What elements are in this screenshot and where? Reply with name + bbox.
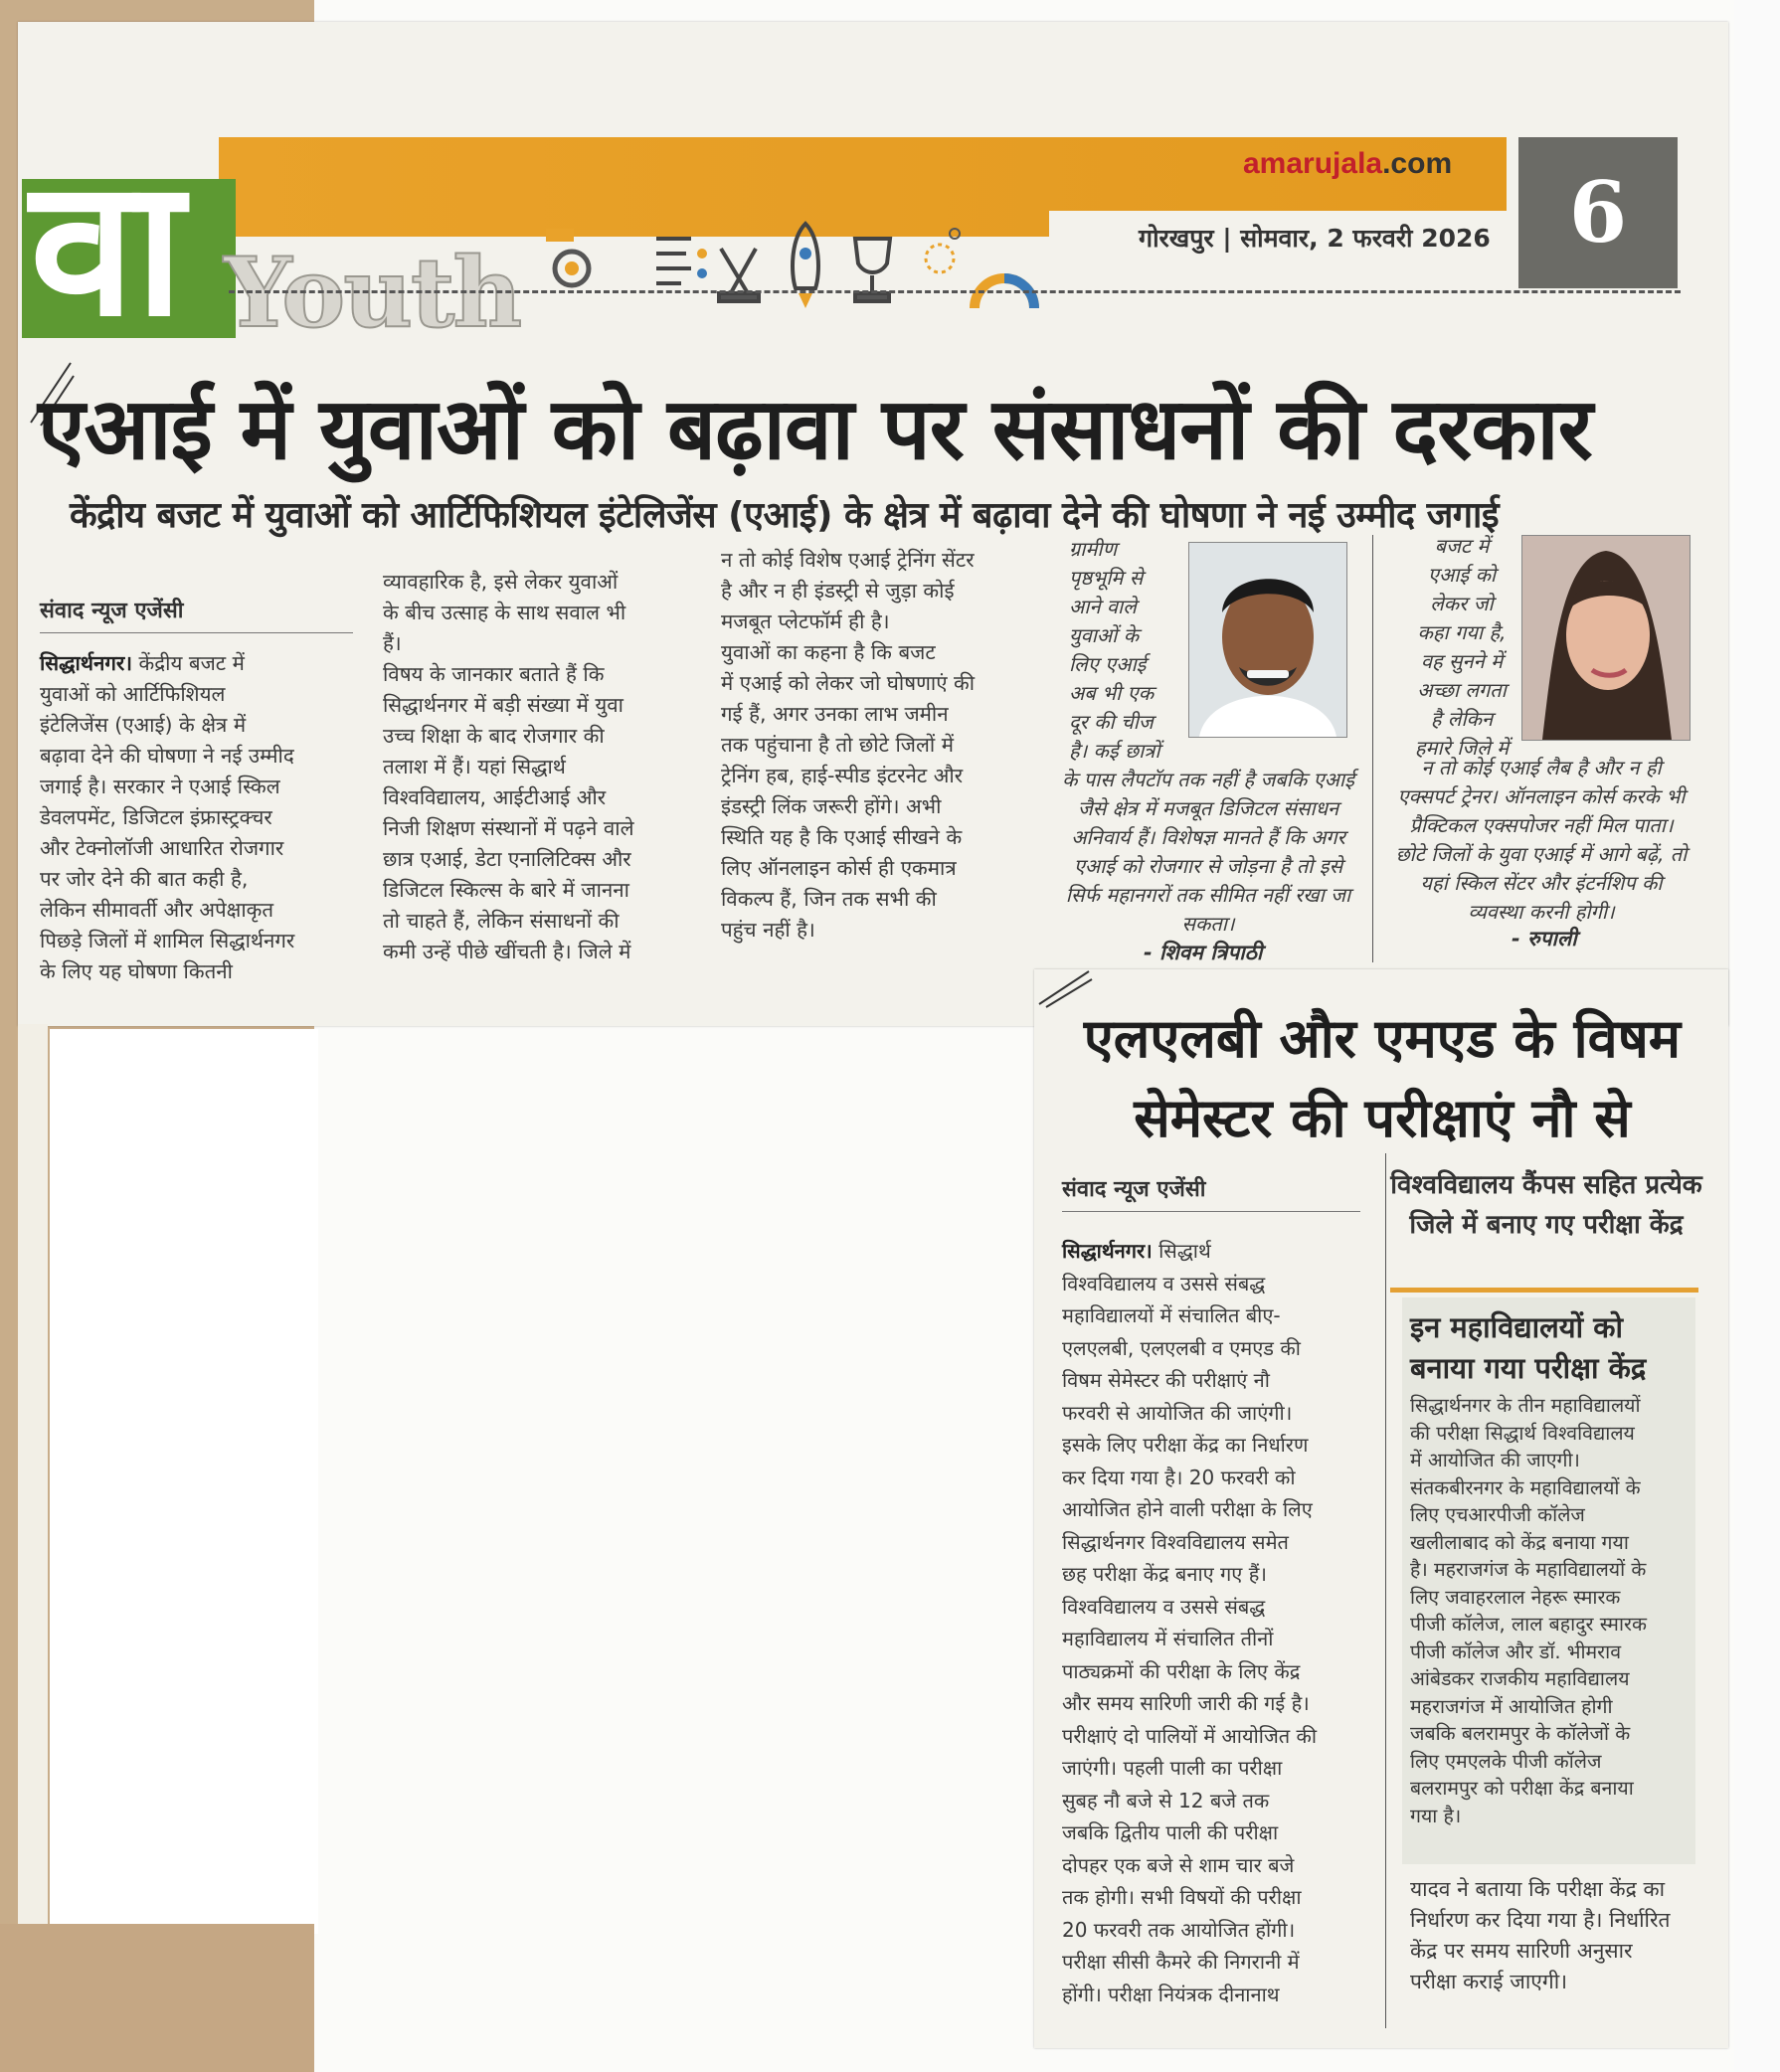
section-logo xyxy=(22,179,236,338)
clipping-left-strip xyxy=(18,1024,48,2048)
icon-strip xyxy=(517,214,1054,313)
person-avatar-icon xyxy=(1189,543,1346,737)
header-rule xyxy=(229,290,1681,293)
kraft-paper-bottom xyxy=(0,1924,314,2072)
scan-edge xyxy=(1734,0,1780,2072)
story2-divider xyxy=(1385,1153,1386,2028)
info-box-title: इन महाविद्यालयों को बनाया गया परीक्षा केंद्र xyxy=(1410,1310,1647,1385)
rocket-icon xyxy=(793,224,818,308)
gear-icon xyxy=(546,229,589,285)
story1-column-1-text: केंद्रीय बजट में युवाओं को आर्टिफिशियल इंटेलिजेंस (एआई) के क्षेत्र में बढ़ावा देने की घोषणा ने नई उम्मीद जगाई है। सरकार ने एआई स्किल डेवलपमेंट, डिजिटल इंफ्रास्ट्रक्चर और टेक्नोलॉजी आधारित रोजगार पर जोर देने की बात कही है, लेकिन सीमावर्ती और अपेक्षाकृत पिछड़े जिलों में शामिल सिद्धार्थनगर के लिए यह घोषणा कितनी xyxy=(40,651,295,983)
story2-side-head: विश्वविद्यालय कैंपस सहित प्रत्येक जिले में बनाए गए परीक्षा केंद्र xyxy=(1390,1170,1702,1240)
story2-dateline-place: सिद्धार्थनगर। xyxy=(1062,1239,1153,1263)
list-icon xyxy=(656,239,707,283)
page-number: 6 xyxy=(1518,137,1678,288)
quote2-top: बजट में एआई को लेकर जो कहा गया है, वह सुनने में अच्छा लगता है लेकिन हमारे जिले में xyxy=(1414,534,1510,760)
story1-byline: संवाद न्यूज एजेंसी xyxy=(40,595,353,633)
blank-gap xyxy=(50,1029,318,1934)
story1-column-1 xyxy=(40,648,353,987)
quote1-author: - शिवम त्रिपाठी xyxy=(1144,941,1263,964)
quote-divider xyxy=(1372,535,1373,962)
story1-headline: एआई में युवाओं को बढ़ावा पर संसाधनों की दरकार xyxy=(38,380,1592,479)
lightbulb-icon xyxy=(926,229,960,272)
story2-body xyxy=(1062,1235,1372,2010)
story2-headline: एलएलबी और एमएड के विषम सेमेस्टर की परीक्षाएं नौ से xyxy=(1083,1007,1682,1149)
story2-body-text: सिद्धार्थ विश्वविद्यालय व उससे संबद्ध महाविद्यालयों में संचालित बीए- एलएलबी, एलएलबी व एमएड की विषम सेमेस्टर की परीक्षाएं नौ फरवरी से आयोजित की जाएंगी। इसके लिए परीक्षा केंद्र का निर्धारण कर दिया गया है। 20 फरवरी को आयोजित होने वाली परीक्षा के लिए सिद्धार्थनगर विश्वविद्यालय समेत छह परीक्षा केंद्र बनाए गए हैं। विश्वविद्यालय व उससे संबद्ध महाविद्यालय में संचालित तीनों पाठ्यक्रमों की परीक्षा के लिए केंद्र और समय सारिणी जारी की गई है। परीक्षाएं दो पालियों में आयोजित की जाएंगी। पहली पाली का परीक्षा सुबह नौ बजे से 12 बजे तक जबकि द्वितीय पाली की परीक्षा दोपहर एक बजे से शाम चार बजे तक होगी। सभी विषयों की परीक्षा 20 फरवरी तक आयोजित होंगी। परीक्षा सीसी कैमरे की निगरानी में होंगी। परीक्षा नियंत्रक दीनानाथ xyxy=(1062,1239,1318,2006)
robot-icon xyxy=(719,249,759,301)
section-title: Youth xyxy=(224,237,521,349)
brand-logo: amarujala.com xyxy=(1243,147,1453,180)
story1-column-3: न तो कोई विशेष एआई ट्रेनिंग सेंटर है और न ही इंडस्ट्री से जुड़ा कोई मजबूत प्लेटफॉर्म ही है। युवाओं का कहना है कि बजट में एआई को लेकर जो घोषणाएं की गई हैं, अगर उनका लाभ जमीन तक पहुंचाना है तो छोटे जिलों में ट्रेनिंग हब, हाई-स्पीड इंटरनेट और इंडस्ट्री लिंक जरूरी होंगे। अभी स्थिति यह है कि एआई सीखने के लिए ऑनलाइन कोर्स ही एकमात्र विकल्प हैं, जिन तक सभी की पहुंच नहीं है। xyxy=(721,548,976,942)
quote2-bottom: न तो कोई एआई लैब है और न ही एक्सपर्ट ट्रेनर। ऑनलाइन कोर्स करके भी प्रैक्टिकल एक्सपोजर नहीं मिल पाता। छोटे जिलों के युवा एआई में आगे बढ़ें, तो यहां स्किल सेंटर और इंटर्नशिप की व्यवस्था करनी होगी। xyxy=(1395,756,1688,924)
photo-rupali xyxy=(1521,535,1691,741)
quote1-top: ग्रामीण पृष्ठभूमि से आने वाले युवाओं के लिए एआई अब भी एक दूर की चीज है। कई छात्रों xyxy=(1069,537,1160,763)
info-box-text: सिद्धार्थनगर के तीन महाविद्यालयों की परीक्षा सिद्धार्थ विश्वविद्यालय में आयोजित की जाएगी। संतकबीरनगर के महाविद्यालयों के लिए एचआरपीजी कॉलेज खलीलाबाद को केंद्र बनाया गया है। महराजगंज के महाविद्यालयों के लिए जवाहरलाल नेहरू स्मारक पीजी कॉलेज, लाल बहादुर स्मारक पीजी कॉलेज और डॉ. भीमराव आंबेडकर राजकीय महाविद्यालय महराजगंज में आयोजित होगी जबकि बलरामपुर के कॉलेजों के लिए एमएलके पीजी कॉलेज बलरामपुर को परीक्षा केंद्र बनाया गया है। xyxy=(1410,1394,1647,1827)
quote1-bottom: के पास लैपटॉप तक नहीं है जबकि एआई जैसे क्षेत्र में मजबूत डिजिटल संसाधन अनिवार्य हैं। विशेषज्ञ मानते हैं कि अगर एआई को रोजगार से जोड़ना है तो इसे सिर्फ महानगरों तक सीमित नहीं रखा जा सकता। xyxy=(1062,768,1354,936)
photo-shivam xyxy=(1188,542,1347,738)
story1-column-2: व्यावहारिक है, इसे लेकर युवाओं के बीच उत्साह के साथ सवाल भी हैं। विषय के जानकार बताते हैं कि सिद्धार्थनगर में बड़ी संख्या में युवा उच्च शिक्षा के बाद रोजगार की तलाश में हैं। यहां सिद्धार्थ विश्वविद्यालय, आईटीआई और निजी शिक्षण संस्थानों में पढ़ने वाले छात्र एआई, डेटा एनालिटिक्स और डिजिटल स्किल्स के बारे में जानना तो चाहते हैं, लेकिन संसाधनों की कमी उन्हें पीछे खींचती है। जिले में xyxy=(383,570,634,963)
logo-letter: वा xyxy=(30,179,184,338)
quote2-author: - रुपाली xyxy=(1512,927,1577,950)
box-rule xyxy=(1390,1288,1698,1293)
story1-subhead: केंद्रीय बजट में युवाओं को आर्टिफिशियल इंटेलिजेंस (एआई) के क्षेत्र में बढ़ावा देने की घोषणा ने नई उम्मीद जगाई xyxy=(70,495,1500,536)
story2-foot-text: यादव ने बताया कि परीक्षा केंद्र का निर्धारण कर दिया गया है। निर्धारित केंद्र पर समय सारिणी अनुसार परीक्षा कराई जाएगी। xyxy=(1410,1877,1671,1993)
chart-icon xyxy=(975,278,1034,308)
dateline: गोरखपुर | सोमवार, 2 फरवरी 2026 xyxy=(1139,224,1491,253)
person-avatar-icon xyxy=(1522,536,1690,740)
story1-dateline-place: सिद्धार्थनगर। xyxy=(40,651,133,675)
story2-byline: संवाद न्यूज एजेंसी xyxy=(1062,1173,1360,1212)
